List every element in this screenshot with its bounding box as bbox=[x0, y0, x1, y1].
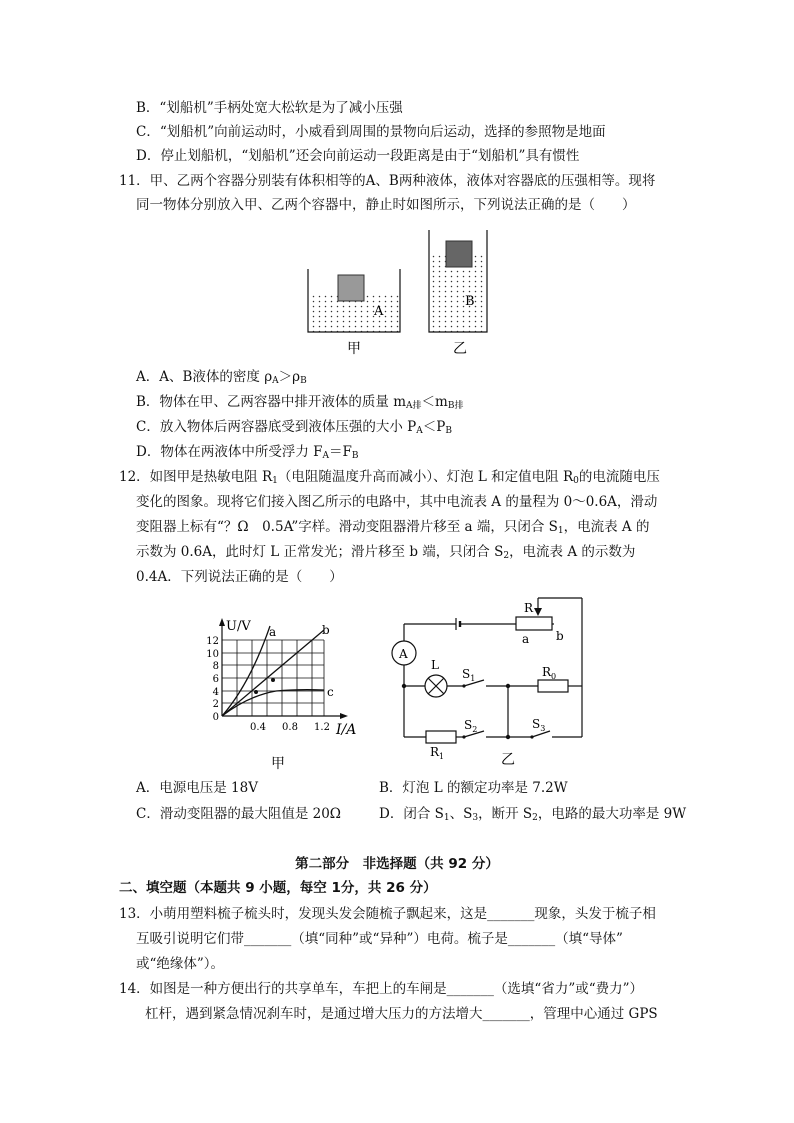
object-in-a bbox=[338, 275, 364, 301]
q10-option-b: B．“划船机”手柄处宽大松软是为了减小压强 bbox=[136, 100, 403, 116]
r1-label: $R_1$ bbox=[430, 745, 445, 761]
q10-option-d: D．停止划船机，“划船机”还会向前运动一段距离是由于“划船机”具有惯性 bbox=[136, 148, 580, 164]
ytick-12: 12 bbox=[206, 636, 219, 647]
ytick-10: 10 bbox=[206, 649, 219, 660]
graph-ylabel: U/V bbox=[226, 619, 251, 634]
liquid-b-label: B bbox=[465, 294, 475, 309]
graph-caption: 甲 bbox=[271, 756, 285, 772]
r0-label: $R_0$ bbox=[542, 665, 557, 681]
q14-line2: 杠杆，遇到紧急情况刹车时，是通过增大压力的方法增大_______，管理中心通过 GPS bbox=[145, 1006, 658, 1022]
lamp-label: L bbox=[431, 658, 439, 672]
caption-jia: 甲 bbox=[347, 341, 361, 357]
ammeter-label: A bbox=[399, 647, 408, 661]
rheostat-label: R bbox=[524, 601, 534, 615]
ytick-8: 8 bbox=[212, 661, 219, 672]
q13-line3: 或“绝缘体”）。 bbox=[136, 956, 225, 972]
circuit-caption: 乙 bbox=[501, 752, 515, 768]
s2-label: $S_2$ bbox=[464, 718, 478, 734]
q11-option-b: B．物体在甲、乙两容器中排开液体的质量 $m_{A排}<m_{B排}$ bbox=[136, 394, 464, 411]
part2-title: 第二部分 非选择题（共 92 分） bbox=[295, 856, 499, 872]
end-a-label: a bbox=[522, 632, 530, 646]
q12-stem-line3: 变阻器上标有“？Ω 0.5A”字样。滑动变阻器滑片移至 a 端，只闭合 $S_1$，电流表 A 的 bbox=[136, 519, 650, 536]
xtick-0.4: 0.4 bbox=[250, 722, 266, 733]
ytick-0: 0 bbox=[212, 712, 219, 723]
q12-circuit-diagram bbox=[384, 592, 594, 772]
section-fill-in-heading: 二、填空题（本题共 9 小题，每空 1分，共 26 分） bbox=[119, 880, 437, 896]
liquid-a-label: A bbox=[374, 304, 384, 319]
end-b-label: b bbox=[556, 629, 564, 643]
q11-containers-figure bbox=[300, 225, 500, 360]
graph-xlabel: I/A bbox=[336, 722, 357, 738]
q12-stem-line5: 0.4A．下列说法正确的是（ ） bbox=[136, 569, 343, 585]
q12-option-d: D．闭合 $S_1$、$S_3$，断开 $S_2$，电路的最大功率是 9W bbox=[379, 806, 687, 823]
q11-stem-line2: 同一物体分别放入甲、乙两个容器中，静止时如图所示，下列说法正确的是（ ） bbox=[136, 197, 636, 213]
q12-option-c: C．滑动变阻器的最大阻值是 20Ω bbox=[136, 806, 341, 822]
q13-line1: 13．小萌用塑料梳子梳头时，发现头发会随梳子飘起来，这是_______现象，头发于梳子相 bbox=[119, 906, 656, 922]
q11-option-c: C．放入物体后两容器底受到液体压强的大小 $P_A<P_B$ bbox=[136, 419, 452, 436]
ytick-2: 2 bbox=[212, 699, 219, 710]
xtick-0.8: 0.8 bbox=[282, 722, 298, 733]
object-in-b bbox=[446, 241, 472, 267]
caption-yi: 乙 bbox=[453, 341, 467, 357]
q12-iu-graph bbox=[198, 612, 368, 772]
q11-option-d: D．物体在两液体中所受浮力 $F_A=F_B$ bbox=[136, 444, 359, 461]
q12-stem-line4: 示数为 0.6A，此时灯 L 正常发光；滑片移至 b 端，只闭合 $S_2$，电流表 A 的示数为 bbox=[136, 544, 636, 561]
label-b: b bbox=[322, 623, 330, 637]
xtick-1.2: 1.2 bbox=[314, 722, 330, 733]
q14-line1: 14．如图是一种方便出行的共享单车，车把上的车闸是_______（选填“省力”或“费力”） bbox=[119, 981, 644, 997]
label-c: c bbox=[327, 685, 334, 699]
q12-option-b: B．灯泡 L 的额定功率是 7.2W bbox=[379, 780, 568, 796]
ytick-6: 6 bbox=[212, 674, 219, 685]
curve-a bbox=[222, 626, 270, 716]
ytick-4: 4 bbox=[212, 687, 219, 698]
s1-label: $S_1$ bbox=[462, 667, 476, 683]
q12-option-a: A．电源电压是 18V bbox=[136, 780, 258, 796]
q11-stem-line1: 11．甲、乙两个容器分别装有体积相等的A、B两种液体，液体对容器底的压强相等。现将 bbox=[119, 173, 656, 189]
q12-stem-line2: 变化的图象。现将它们接入图乙所示的电路中，其中电流表 A 的量程为 0～0.6A，滑动 bbox=[136, 494, 658, 510]
q11-option-a: A．A、B液体的密度 $\rho_A>\rho_B$ bbox=[136, 369, 307, 386]
s3-label: $S_3$ bbox=[532, 717, 546, 733]
q12-stem-line1: 12．如图甲是热敏电阻 $R_1$（电阻随温度升高而减小）、灯泡 L 和定值电阻 $R_0$的电流随电压 bbox=[119, 469, 660, 486]
q10-option-c: C．“划船机”向前运动时，小威看到周围的景物向后运动，选择的参照物是地面 bbox=[136, 124, 606, 140]
label-a: a bbox=[269, 625, 277, 639]
q13-line2: 互吸引说明它们带_______（填“同种”或“异种”）电荷。梳子是_______（填“导体” bbox=[136, 931, 623, 947]
